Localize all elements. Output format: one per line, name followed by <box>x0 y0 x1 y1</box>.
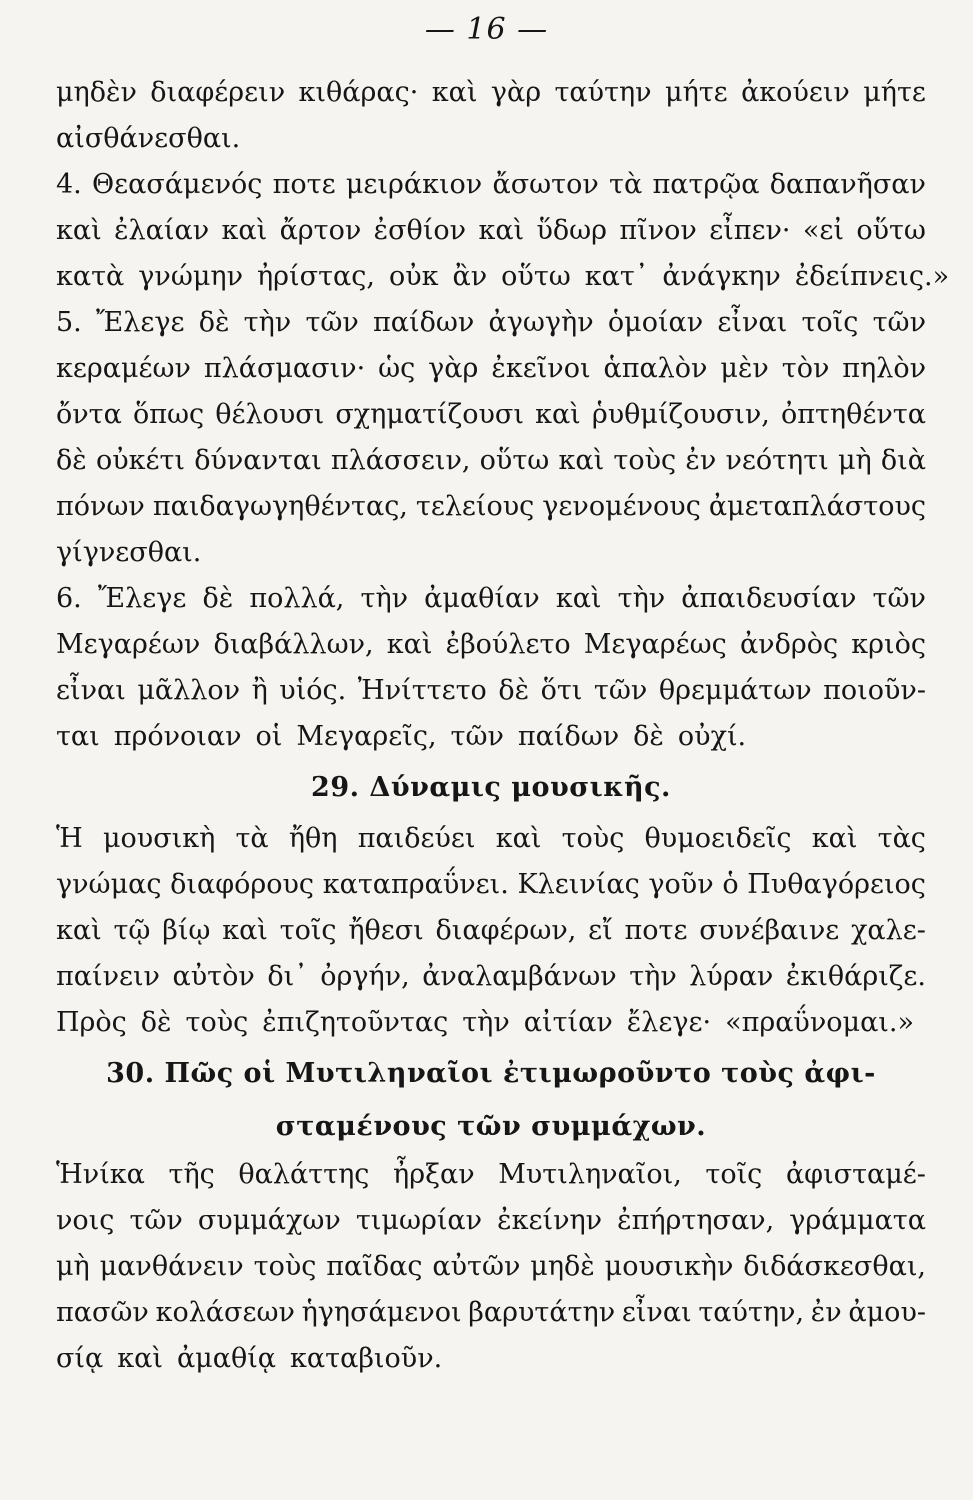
text-line: 4. Θεασάμενός ποτε μειράκιον ἄσωτον τὰ πατρῷα δαπανῆσαν <box>56 169 926 200</box>
text-line: κατὰ γνώμην ἠρίστας, οὐκ ἂν οὕτω κατ᾽ ἀνάγκην ἐδείπνεις.» <box>56 261 950 292</box>
text-line: γνώμας διαφόρους καταπραΰνει. Κλεινίας γοῦν ὁ Πυθαγόρειος <box>56 869 926 900</box>
text-line: δὲ οὐκέτι δύνανται πλάσσειν, οὕτω καὶ τοὺς ἐν νεότητι μὴ διὰ <box>56 445 926 476</box>
text-line: παίνειν αὐτὸν δι᾽ ὀργήν, ἀναλαμβάνων τὴν λύραν ἐκιθάριζε. <box>56 961 926 992</box>
page-text <box>56 70 950 1382</box>
text-line: καὶ τῷ βίῳ καὶ τοῖς ἤθεσι διαφέρων, εἴ ποτε συνέβαινε χαλε- <box>56 915 926 946</box>
text-line: μὴ μανθάνειν τοὺς παῖδας αὐτῶν μηδὲ μουσικὴν διδάσκεσθαι, <box>56 1251 926 1282</box>
text-line: κεραμέων πλάσμασιν· ὡς γὰρ ἐκεῖνοι ἁπαλὸν μὲν τὸν πηλὸν <box>56 353 926 384</box>
text-line: γίγνεσθαι. <box>56 537 202 568</box>
text-line: σίᾳ καὶ ἀμαθίᾳ καταβιοῦν. <box>56 1343 443 1374</box>
text-line: Ἡνίκα τῆς θαλάττης ἦρξαν Μυτιληναῖοι, τοῖς ἀφισταμέ- <box>56 1159 926 1190</box>
text-line: Μεγαρέων διαβάλλων, καὶ ἐβούλετο Μεγαρέως ἀνδρὸς κριὸς <box>56 629 926 660</box>
text-line: 5. Ἔλεγε δὲ τὴν τῶν παίδων ἀγωγὴν ὁμοίαν εἶναι τοῖς τῶν <box>56 307 926 338</box>
text-line: πόνων παιδαγωγηθέντας, τελείους γενομένους ἀμεταπλάστους <box>56 491 926 522</box>
section-heading: 29. Δύναμις μουσικῆς. <box>311 772 671 803</box>
text-line: εἶναι μᾶλλον ἢ υἱός. Ἠνίττετο δὲ ὅτι τῶν θρεμμάτων ποιοῦν- <box>56 675 926 706</box>
text-line: καὶ ἐλαίαν καὶ ἄρτον ἐσθίον καὶ ὕδωρ πῖνον εἶπεν· «εἰ οὕτω <box>56 215 926 246</box>
text-line: Ἡ μουσικὴ τὰ ἤθη παιδεύει καὶ τοὺς θυμοειδεῖς καὶ τὰς <box>56 823 926 854</box>
text-line: αἰσθάνεσθαι. <box>56 123 241 154</box>
page-number: — 16 — <box>424 12 549 47</box>
section-heading: σταμένους τῶν συμμάχων. <box>275 1111 707 1142</box>
text-line: ται πρόνοιαν οἱ Μεγαρεῖς, τῶν παίδων δὲ οὐχί. <box>56 721 747 752</box>
section-heading: 30. Πῶς οἱ Μυτιληναῖοι ἐτιμωροῦντο τοὺς ἀφι- <box>106 1058 876 1089</box>
text-line: ὄντα ὅπως θέλουσι σχηματίζουσι καὶ ῥυθμίζουσιν, ὀπτηθέντα <box>56 399 926 430</box>
text-line: μηδὲν διαφέρειν κιθάρας· καὶ γὰρ ταύτην μήτε ἀκούειν μήτε <box>56 77 926 108</box>
text-line: 6. Ἔλεγε δὲ πολλά, τὴν ἀμαθίαν καὶ τὴν ἀπαιδευσίαν τῶν <box>56 583 926 614</box>
text-line: νοις τῶν συμμάχων τιμωρίαν ἐκείνην ἐπήρτησαν, γράμματα <box>56 1205 926 1236</box>
text-line: πασῶν κολάσεων ἡγησάμενοι βαρυτάτην εἶναι ταύτην, ἐν ἀμου- <box>56 1297 926 1328</box>
text-line: Πρὸς δὲ τοὺς ἐπιζητοῦντας τὴν αἰτίαν ἔλεγε· «πραΰνομαι.» <box>56 1007 914 1038</box>
